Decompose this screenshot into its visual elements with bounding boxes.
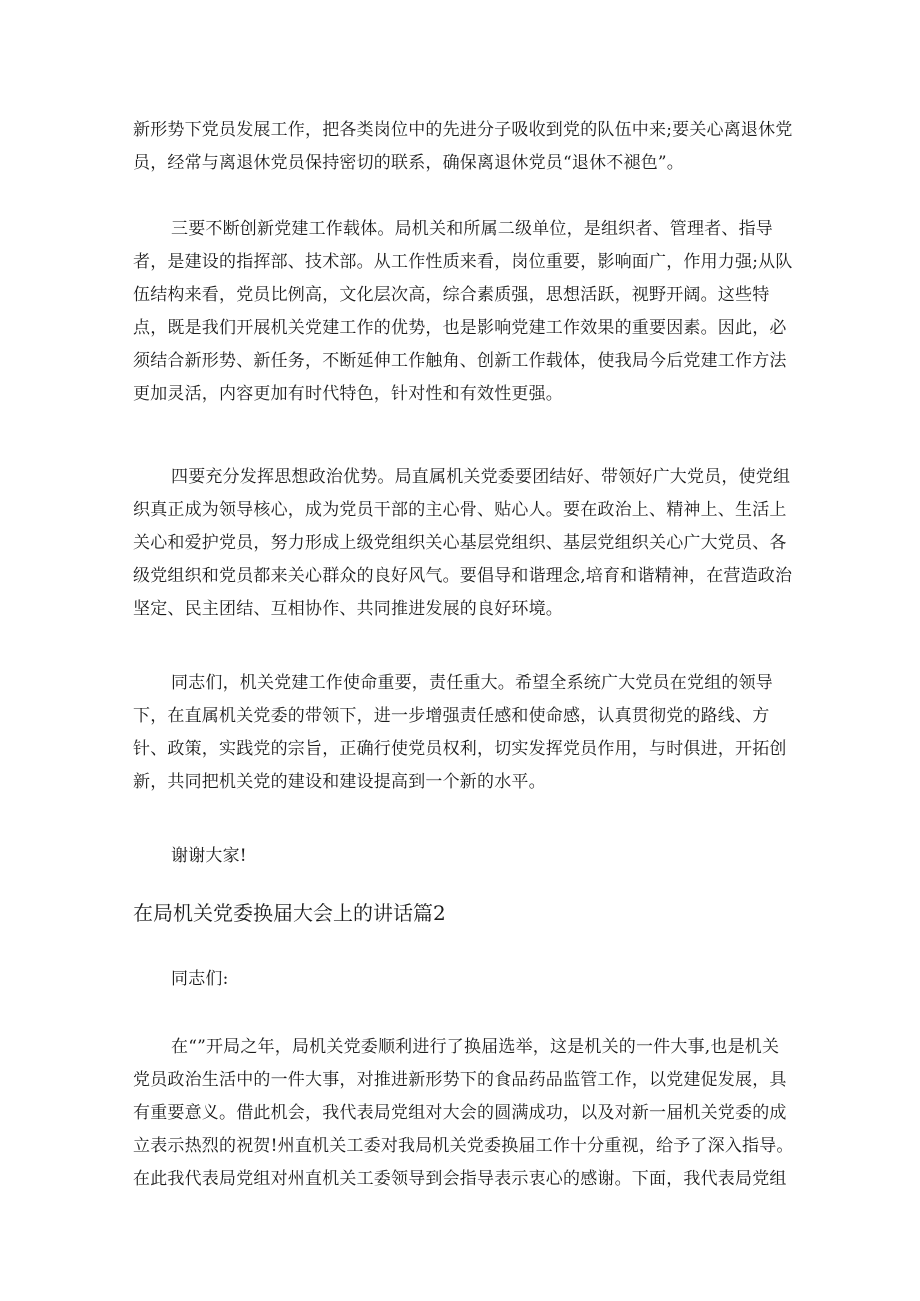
paragraph-opening: 在“”开局之年，局机关党委顺利进行了换届选举，这是机关的一件大事,也是机关党员政治生活中的一件大事，对推进新形势下的食品药品监管工作，以党建促发展，具有重要意义。借此机会，我代表局党组对大会的圆满成功，以及对新一届机关党委的成立表示热烈的祝贺!州直机关工委对我局机关党委换届工作十分重视，给予了深入指导。在此我代表局党组对州直机关工委领导到会指导表示衷心的感谢。下面，我代表局党组 bbox=[133, 1037, 794, 1189]
section-heading: 在局机关党委换届大会上的讲话篇2 bbox=[133, 901, 446, 925]
paragraph-thanks: 谢谢大家! bbox=[171, 846, 247, 866]
salutation: 同志们: bbox=[171, 969, 229, 989]
paragraph-continuation: 新形势下党员发展工作，把各类岗位中的先进分子吸收到党的队伍中来;要关心离退休党员，经常与离退休党员保持密切的联系，确保离退休党员“退休不褪色”。 bbox=[133, 120, 793, 173]
paragraph-point-three: 三要不断创新党建工作载体。局机关和所属二级单位，是组织者、管理者、指导者，是建设的指挥部、技术部。从工作性质来看，岗位重要，影响面广，作用力强;从队伍结构来看，党员比例高，文化层次高，综合素质强，思想活跃，视野开阔。这些特点，既是我们开展机关党建工作的优势，也是影响党建工作效果的重要因素。因此，必须结合新形势、新任务，不断延伸工作触角、创新工作载体，使我局今后党建工作方法更加灵活，内容更加有时代特色，针对性和有效性更强。 bbox=[133, 219, 793, 404]
paragraph-closing: 同志们，机关党建工作使命重要，责任重大。希望全系统广大党员在党组的领导下，在直属机关党委的带领下，进一步增强责任感和使命感，认真贯彻党的路线、方针、政策，实践党的宗旨，正确行使党员权利，切实发挥党员作用，与时俱进，开拓创新，共同把机关党的建设和建设提高到一个新的水平。 bbox=[133, 673, 787, 792]
paragraph-point-four: 四要充分发挥思想政治优势。局直属机关党委要团结好、带领好广大党员，使党组织真正成为领导核心，成为党员干部的主心骨、贴心人。要在政治上、精神上、生活上关心和爱护党员，努力形成上级党组织关心基层党组织、基层党组织关心广大党员、各级党组织和党员都来关心群众的良好风气。要倡导和谐理念,培育和谐精神，在营造政治坚定、民主团结、互相协作、共同推进发展的良好环境。 bbox=[133, 467, 793, 619]
